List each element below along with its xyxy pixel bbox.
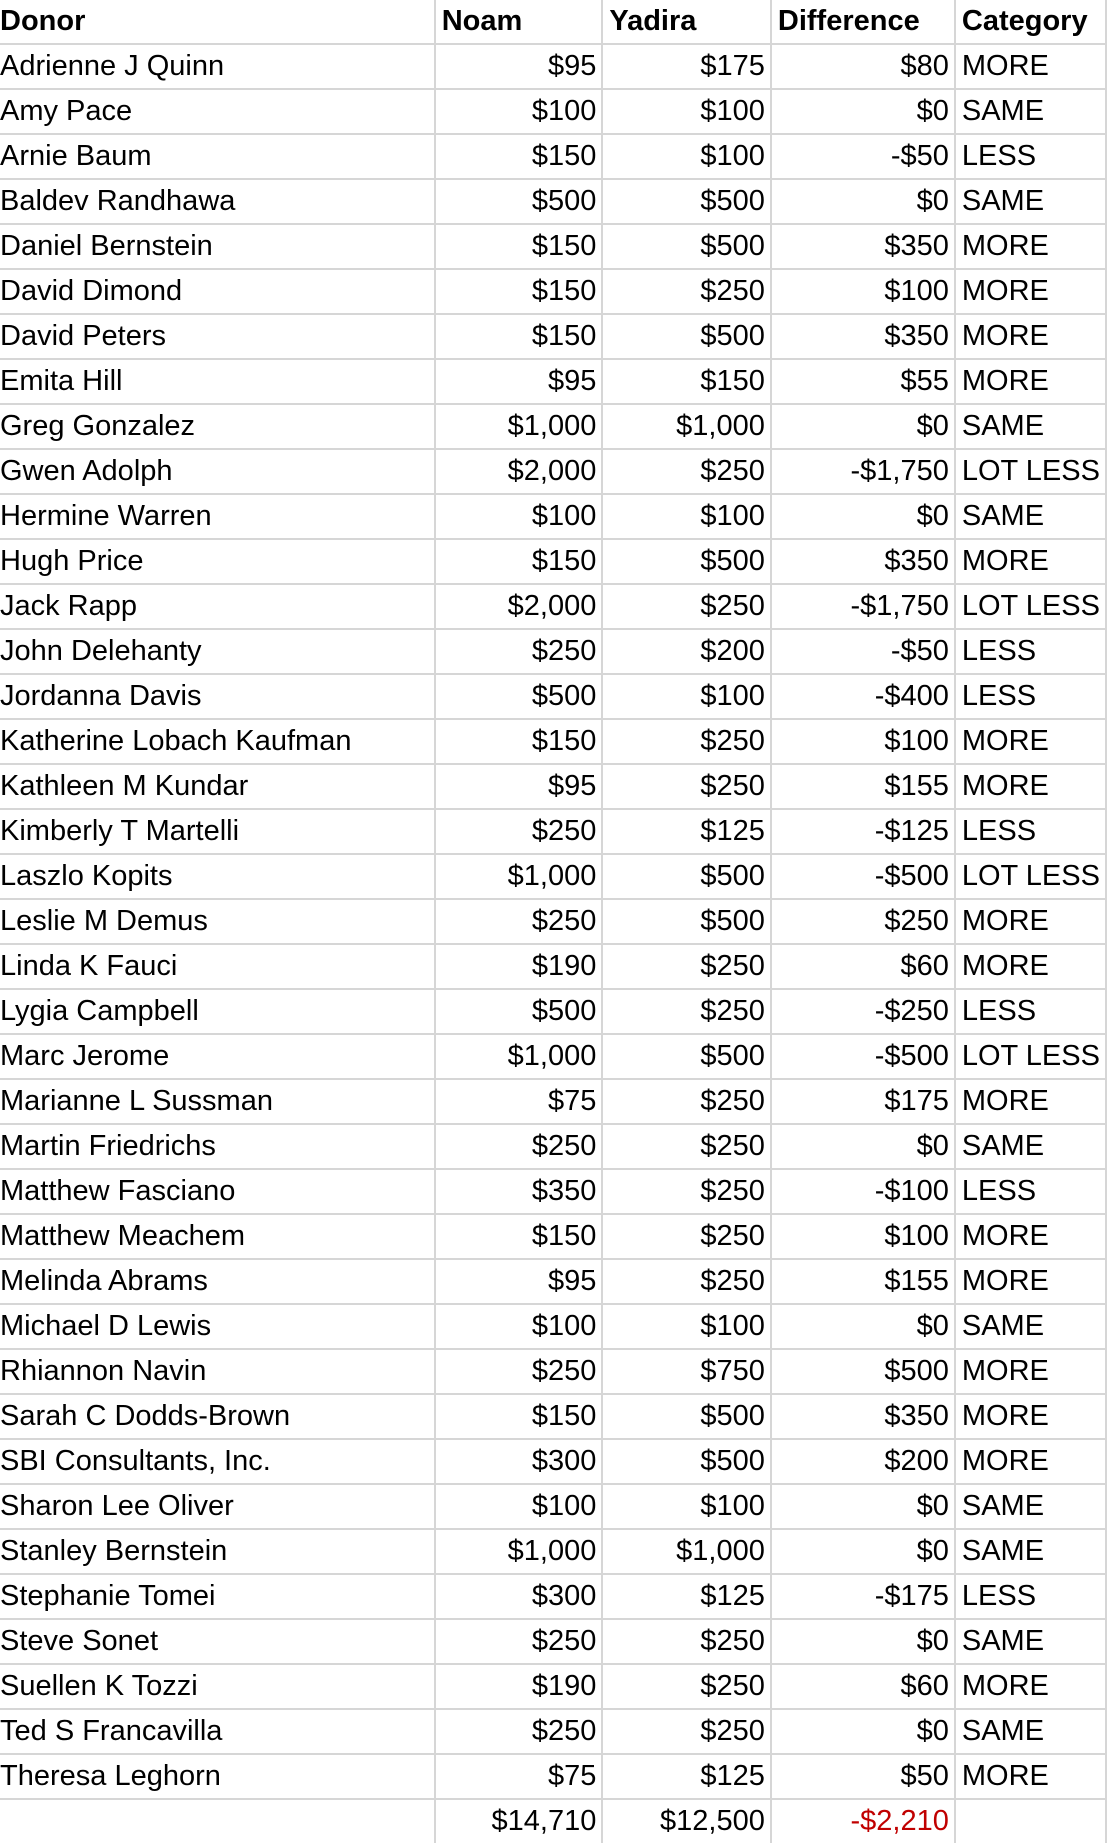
difference-cell[interactable]: $200 (771, 1439, 955, 1484)
category-cell[interactable]: LOT LESS (955, 584, 1106, 629)
table-row (0, 1484, 1106, 1529)
donor-cell[interactable]: Kimberly T Martelli (0, 809, 435, 854)
category-cell[interactable]: MORE (955, 1754, 1106, 1799)
donor-cell[interactable]: Sarah C Dodds-Brown (0, 1394, 435, 1439)
totals-row (0, 1799, 1106, 1843)
difference-cell[interactable]: $0 (771, 89, 955, 134)
category-cell[interactable]: LESS (955, 674, 1106, 719)
difference-cell[interactable]: $0 (771, 179, 955, 224)
table-row (0, 1304, 1106, 1349)
table-body (0, 44, 1106, 1799)
category-cell[interactable]: MORE (955, 359, 1106, 404)
yadira-cell[interactable]: $250 (602, 1664, 771, 1709)
donor-cell[interactable]: Baldev Randhawa (0, 179, 435, 224)
header-donor[interactable]: Donor (0, 0, 435, 44)
difference-cell[interactable]: $0 (771, 1709, 955, 1754)
table-row (0, 1259, 1106, 1304)
yadira-cell[interactable]: $500 (602, 1394, 771, 1439)
difference-cell[interactable]: -$1,750 (771, 584, 955, 629)
noam-cell[interactable]: $250 (435, 809, 603, 854)
category-cell[interactable]: MORE (955, 224, 1106, 269)
noam-cell[interactable]: $1,000 (435, 1529, 603, 1574)
difference-cell[interactable]: $0 (771, 1304, 955, 1349)
category-cell[interactable]: MORE (955, 1349, 1106, 1394)
table-row (0, 1574, 1106, 1619)
difference-cell[interactable]: -$1,750 (771, 449, 955, 494)
noam-cell[interactable]: $190 (435, 1664, 603, 1709)
noam-cell[interactable]: $250 (435, 1124, 603, 1169)
table-row (0, 854, 1106, 899)
noam-cell[interactable]: $190 (435, 944, 603, 989)
table-row (0, 809, 1106, 854)
header-category[interactable]: Category (955, 0, 1106, 44)
yadira-cell[interactable]: $100 (602, 1484, 771, 1529)
table-row (0, 539, 1106, 584)
yadira-cell[interactable]: $100 (602, 89, 771, 134)
table-row (0, 629, 1106, 674)
noam-cell[interactable]: $95 (435, 1259, 603, 1304)
difference-cell[interactable]: $500 (771, 1349, 955, 1394)
donor-cell[interactable]: John Delehanty (0, 629, 435, 674)
donor-cell[interactable]: Lygia Campbell (0, 989, 435, 1034)
table-row (0, 449, 1106, 494)
difference-cell[interactable]: $155 (771, 764, 955, 809)
difference-cell[interactable]: $0 (771, 494, 955, 539)
category-cell[interactable]: MORE (955, 1214, 1106, 1259)
category-cell[interactable]: SAME (955, 1304, 1106, 1349)
yadira-cell[interactable]: $100 (602, 1304, 771, 1349)
donor-cell[interactable]: Arnie Baum (0, 134, 435, 179)
yadira-cell[interactable]: $150 (602, 359, 771, 404)
noam-cell[interactable]: $75 (435, 1079, 603, 1124)
noam-cell[interactable]: $2,000 (435, 584, 603, 629)
category-cell[interactable]: LOT LESS (955, 449, 1106, 494)
yadira-cell[interactable]: $250 (602, 1619, 771, 1664)
yadira-cell[interactable]: $100 (602, 134, 771, 179)
donor-cell[interactable]: Steve Sonet (0, 1619, 435, 1664)
table-row (0, 1124, 1106, 1169)
donor-cell[interactable]: Katherine Lobach Kaufman (0, 719, 435, 764)
category-cell[interactable]: SAME (955, 1484, 1106, 1529)
noam-cell[interactable]: $500 (435, 674, 603, 719)
noam-cell[interactable]: $250 (435, 629, 603, 674)
yadira-cell[interactable]: $500 (602, 1439, 771, 1484)
table-row (0, 179, 1106, 224)
yadira-cell[interactable]: $250 (602, 1259, 771, 1304)
yadira-cell[interactable]: $125 (602, 1754, 771, 1799)
difference-cell[interactable]: $0 (771, 1619, 955, 1664)
noam-cell[interactable]: $250 (435, 1349, 603, 1394)
difference-cell[interactable]: -$50 (771, 629, 955, 674)
donor-cell[interactable]: Hugh Price (0, 539, 435, 584)
difference-cell[interactable]: $0 (771, 1124, 955, 1169)
yadira-cell[interactable]: $100 (602, 674, 771, 719)
category-cell[interactable]: SAME (955, 494, 1106, 539)
donor-cell[interactable]: Hermine Warren (0, 494, 435, 539)
table-row (0, 1619, 1106, 1664)
noam-cell[interactable]: $150 (435, 539, 603, 584)
yadira-cell[interactable]: $500 (602, 854, 771, 899)
table-row (0, 1664, 1106, 1709)
totals-label-cell[interactable] (0, 1799, 435, 1843)
table-row (0, 1439, 1106, 1484)
category-cell[interactable]: LOT LESS (955, 854, 1106, 899)
difference-cell[interactable]: $350 (771, 224, 955, 269)
category-cell[interactable]: MORE (955, 44, 1106, 89)
donor-cell[interactable]: Marianne L Sussman (0, 1079, 435, 1124)
header-noam[interactable]: Noam (435, 0, 603, 44)
donor-cell[interactable]: Stephanie Tomei (0, 1574, 435, 1619)
total-noam[interactable]: $14,710 (435, 1799, 603, 1843)
yadira-cell[interactable]: $1,000 (602, 1529, 771, 1574)
category-cell[interactable]: MORE (955, 899, 1106, 944)
difference-cell[interactable]: $0 (771, 1484, 955, 1529)
category-cell[interactable]: MORE (955, 314, 1106, 359)
table-row (0, 1349, 1106, 1394)
yadira-cell[interactable]: $250 (602, 269, 771, 314)
yadira-cell[interactable]: $200 (602, 629, 771, 674)
donor-cell[interactable]: Matthew Fasciano (0, 1169, 435, 1214)
category-cell[interactable]: SAME (955, 1709, 1106, 1754)
difference-cell[interactable]: $60 (771, 1664, 955, 1709)
table-row (0, 1079, 1106, 1124)
category-cell[interactable]: MORE (955, 1664, 1106, 1709)
noam-cell[interactable]: $100 (435, 1484, 603, 1529)
table-row (0, 89, 1106, 134)
donor-cell[interactable]: Linda K Fauci (0, 944, 435, 989)
donor-cell[interactable]: Emita Hill (0, 359, 435, 404)
noam-cell[interactable]: $300 (435, 1439, 603, 1484)
category-cell[interactable]: MORE (955, 1394, 1106, 1439)
category-cell[interactable]: MORE (955, 1079, 1106, 1124)
table-row (0, 719, 1106, 764)
noam-cell[interactable]: $250 (435, 1619, 603, 1664)
table-row (0, 494, 1106, 539)
difference-cell[interactable]: $60 (771, 944, 955, 989)
donor-cell[interactable]: SBI Consultants, Inc. (0, 1439, 435, 1484)
noam-cell[interactable]: $1,000 (435, 1034, 603, 1079)
difference-cell[interactable]: $350 (771, 539, 955, 584)
category-cell[interactable]: SAME (955, 404, 1106, 449)
noam-cell[interactable]: $100 (435, 494, 603, 539)
yadira-cell[interactable]: $250 (602, 1169, 771, 1214)
yadira-cell[interactable]: $500 (602, 314, 771, 359)
table-row (0, 899, 1106, 944)
donor-cell[interactable]: Amy Pace (0, 89, 435, 134)
yadira-cell[interactable]: $1,000 (602, 404, 771, 449)
difference-cell[interactable]: $350 (771, 314, 955, 359)
yadira-cell[interactable]: $250 (602, 1079, 771, 1124)
donor-cell[interactable]: Theresa Leghorn (0, 1754, 435, 1799)
yadira-cell[interactable]: $125 (602, 1574, 771, 1619)
yadira-cell[interactable]: $250 (602, 719, 771, 764)
noam-cell[interactable]: $100 (435, 1304, 603, 1349)
difference-cell[interactable]: $55 (771, 359, 955, 404)
donor-cell[interactable]: Sharon Lee Oliver (0, 1484, 435, 1529)
category-cell[interactable]: MORE (955, 269, 1106, 314)
table-row (0, 674, 1106, 719)
difference-cell[interactable]: -$250 (771, 989, 955, 1034)
yadira-cell[interactable]: $500 (602, 1034, 771, 1079)
difference-cell[interactable]: $175 (771, 1079, 955, 1124)
noam-cell[interactable]: $150 (435, 719, 603, 764)
category-cell[interactable]: LESS (955, 629, 1106, 674)
difference-cell[interactable]: -$175 (771, 1574, 955, 1619)
donor-cell[interactable]: Ted S Francavilla (0, 1709, 435, 1754)
yadira-cell[interactable]: $250 (602, 449, 771, 494)
donor-cell[interactable]: Suellen K Tozzi (0, 1664, 435, 1709)
category-cell[interactable]: MORE (955, 1259, 1106, 1304)
category-cell[interactable]: MORE (955, 719, 1106, 764)
table-row (0, 584, 1106, 629)
difference-cell[interactable]: -$500 (771, 854, 955, 899)
table-row (0, 359, 1106, 404)
yadira-cell[interactable]: $250 (602, 1709, 771, 1754)
table-row (0, 224, 1106, 269)
noam-cell[interactable]: $150 (435, 224, 603, 269)
yadira-cell[interactable]: $250 (602, 584, 771, 629)
table-row (0, 1034, 1106, 1079)
category-cell[interactable]: MORE (955, 539, 1106, 584)
yadira-cell[interactable]: $250 (602, 944, 771, 989)
difference-cell[interactable]: $350 (771, 1394, 955, 1439)
noam-cell[interactable]: $2,000 (435, 449, 603, 494)
category-cell[interactable]: LOT LESS (955, 1034, 1106, 1079)
difference-cell[interactable]: $155 (771, 1259, 955, 1304)
donor-cell[interactable]: Melinda Abrams (0, 1259, 435, 1304)
category-cell[interactable]: LESS (955, 134, 1106, 179)
total-yadira[interactable]: $12,500 (602, 1799, 771, 1843)
donor-cell[interactable]: Daniel Bernstein (0, 224, 435, 269)
donor-cell[interactable]: Gwen Adolph (0, 449, 435, 494)
table-row (0, 269, 1106, 314)
donor-cell[interactable]: Leslie M Demus (0, 899, 435, 944)
table-row (0, 1214, 1106, 1259)
category-cell[interactable]: LESS (955, 1574, 1106, 1619)
donor-cell[interactable]: David Peters (0, 314, 435, 359)
donor-cell[interactable]: Kathleen M Kundar (0, 764, 435, 809)
table-row (0, 1529, 1106, 1574)
header-difference[interactable]: Difference (771, 0, 955, 44)
category-cell[interactable]: LESS (955, 989, 1106, 1034)
noam-cell[interactable]: $250 (435, 1709, 603, 1754)
noam-cell[interactable]: $95 (435, 359, 603, 404)
yadira-cell[interactable]: $250 (602, 1214, 771, 1259)
donor-cell[interactable]: Laszlo Kopits (0, 854, 435, 899)
noam-cell[interactable]: $150 (435, 1214, 603, 1259)
donor-cell[interactable]: Greg Gonzalez (0, 404, 435, 449)
category-cell[interactable]: LESS (955, 809, 1106, 854)
table-row (0, 944, 1106, 989)
donor-cell[interactable]: Adrienne J Quinn (0, 44, 435, 89)
difference-cell[interactable]: $100 (771, 719, 955, 764)
table-row (0, 1394, 1106, 1439)
difference-cell[interactable]: $50 (771, 1754, 955, 1799)
donor-cell[interactable]: David Dimond (0, 269, 435, 314)
header-row (0, 0, 1106, 44)
donor-cell[interactable]: Stanley Bernstein (0, 1529, 435, 1574)
yadira-cell[interactable]: $125 (602, 809, 771, 854)
noam-cell[interactable]: $150 (435, 1394, 603, 1439)
noam-cell[interactable]: $150 (435, 314, 603, 359)
difference-cell[interactable]: -$125 (771, 809, 955, 854)
category-cell[interactable]: SAME (955, 1124, 1106, 1169)
donor-cell[interactable]: Matthew Meachem (0, 1214, 435, 1259)
table-row (0, 314, 1106, 359)
difference-cell[interactable]: $0 (771, 404, 955, 449)
yadira-cell[interactable]: $100 (602, 494, 771, 539)
donor-cell[interactable]: Rhiannon Navin (0, 1349, 435, 1394)
noam-cell[interactable]: $75 (435, 1754, 603, 1799)
noam-cell[interactable]: $350 (435, 1169, 603, 1214)
yadira-cell[interactable]: $250 (602, 989, 771, 1034)
table-row (0, 1169, 1106, 1214)
category-cell[interactable]: SAME (955, 1619, 1106, 1664)
noam-cell[interactable]: $1,000 (435, 404, 603, 449)
noam-cell[interactable]: $100 (435, 89, 603, 134)
donor-cell[interactable]: Marc Jerome (0, 1034, 435, 1079)
yadira-cell[interactable]: $500 (602, 899, 771, 944)
difference-cell[interactable]: $100 (771, 1214, 955, 1259)
category-cell[interactable]: SAME (955, 179, 1106, 224)
difference-cell[interactable]: -$500 (771, 1034, 955, 1079)
yadira-cell[interactable]: $250 (602, 1124, 771, 1169)
table-row (0, 1709, 1106, 1754)
total-category[interactable] (955, 1799, 1106, 1843)
donor-cell[interactable]: Michael D Lewis (0, 1304, 435, 1349)
difference-cell[interactable]: -$400 (771, 674, 955, 719)
noam-cell[interactable]: $500 (435, 989, 603, 1034)
category-cell[interactable]: SAME (955, 1529, 1106, 1574)
difference-cell[interactable]: -$100 (771, 1169, 955, 1214)
table-row (0, 764, 1106, 809)
noam-cell[interactable]: $300 (435, 1574, 603, 1619)
yadira-cell[interactable]: $175 (602, 44, 771, 89)
total-difference[interactable]: -$2,210 (771, 1799, 955, 1843)
difference-cell[interactable]: $0 (771, 1529, 955, 1574)
yadira-cell[interactable]: $250 (602, 764, 771, 809)
table-row (0, 134, 1106, 179)
noam-cell[interactable]: $250 (435, 899, 603, 944)
noam-cell[interactable]: $150 (435, 269, 603, 314)
noam-cell[interactable]: $150 (435, 134, 603, 179)
noam-cell[interactable]: $95 (435, 764, 603, 809)
category-cell[interactable]: MORE (955, 944, 1106, 989)
donor-cell[interactable]: Jack Rapp (0, 584, 435, 629)
yadira-cell[interactable]: $500 (602, 179, 771, 224)
yadira-cell[interactable]: $500 (602, 224, 771, 269)
yadira-cell[interactable]: $750 (602, 1349, 771, 1394)
noam-cell[interactable]: $95 (435, 44, 603, 89)
category-cell[interactable]: MORE (955, 764, 1106, 809)
category-cell[interactable]: LESS (955, 1169, 1106, 1214)
header-yadira[interactable]: Yadira (602, 0, 771, 44)
category-cell[interactable]: SAME (955, 89, 1106, 134)
difference-cell[interactable]: $80 (771, 44, 955, 89)
table-row (0, 404, 1106, 449)
table-row (0, 44, 1106, 89)
difference-cell[interactable]: $100 (771, 269, 955, 314)
table-row (0, 989, 1106, 1034)
donor-cell[interactable]: Martin Friedrichs (0, 1124, 435, 1169)
yadira-cell[interactable]: $500 (602, 539, 771, 584)
difference-cell[interactable]: -$50 (771, 134, 955, 179)
donor-cell[interactable]: Jordanna Davis (0, 674, 435, 719)
table-row (0, 1754, 1106, 1799)
noam-cell[interactable]: $1,000 (435, 854, 603, 899)
category-cell[interactable]: MORE (955, 1439, 1106, 1484)
difference-cell[interactable]: $250 (771, 899, 955, 944)
noam-cell[interactable]: $500 (435, 179, 603, 224)
